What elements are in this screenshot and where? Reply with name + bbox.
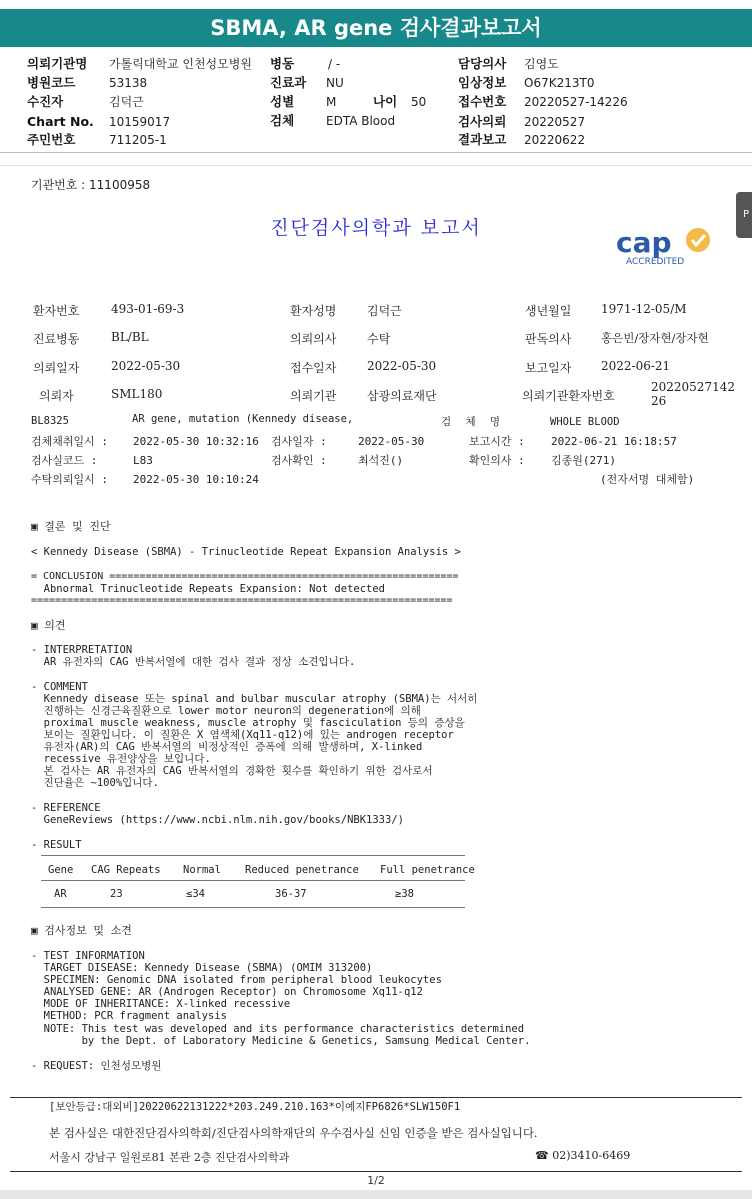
header-label: 결과보고 [458,132,507,147]
horizontal-scrollbar[interactable] [0,1190,752,1199]
patient-value: 2022-06-21 [601,359,671,373]
conclusion-rule: ====================================================================== [31,595,453,606]
info-value: 김종원(271) [551,454,616,467]
table-header: Full penetrance [380,864,475,876]
test-info-line: MODE OF INHERITANCE: X-linked recessive [31,998,291,1010]
table-cell: ≥38 [395,888,414,900]
header-label: 담당의사 [458,56,507,71]
header-value: / - [328,57,341,71]
info-label: 검사일자 : [271,435,327,448]
table-header: Gene [48,864,74,876]
age-label: 나이 [373,94,398,109]
patient-value: 493-01-69-3 [111,302,185,316]
table-cell: 23 [110,888,123,900]
interpretation-text: AR 유전자의 CAG 반복서열에 대한 검사 결과 정상 소견입니다. [31,656,356,668]
lab-address: 서울시 강남구 일원로81 본관 2층 진단검사의학과 [49,1151,290,1164]
info-label: 수탁의뢰일시 : [31,473,109,486]
info-value: 2022-05-30 10:32:16 [133,435,259,448]
specimen-value: WHOLE BLOOD [550,416,620,428]
specimen-label: 검 체 명 [441,416,505,428]
header-value: 김영도 [524,57,559,71]
patient-label: 의뢰기관환자번호 [522,389,615,403]
comment-line: recessive 유전양상을 보입니다. [31,753,211,765]
patient-value: 1971-12-05/M [601,302,687,316]
patient-label: 의뢰의사 [290,332,337,346]
header-label: 성별 [270,94,295,109]
reference-text: GeneReviews (https://www.ncbi.nlm.nih.gov/books/NBK1333/) [31,814,404,826]
header-value: O67K213T0 [524,76,595,90]
header-label: 병원코드 [27,75,76,90]
info-label: 검사확인 : [271,454,327,467]
cap-logo-text: cap [616,226,672,259]
cap-logo-sub: ACCREDITED [626,257,685,267]
conclusion-text: Abnormal Trinucleotide Repeats Expansion: Not detected [31,583,386,595]
patient-value: 2022-05-30 [367,359,437,373]
table-header: CAG Repeats [91,864,161,876]
age-value: 50 [411,95,427,109]
header-label: 검체 [270,113,295,128]
result-title: - RESULT [31,839,82,851]
info-value: 2022-06-21 16:18:57 [551,435,677,448]
header-label: Chart No. [27,114,94,129]
patient-value: 2022-05-30 [111,359,181,373]
table-rule [41,907,465,908]
header-label: 병동 [270,56,295,71]
certification-note: 본 검사실은 대한진단검사의학회/진단검사의학재단의 우수검사실 신임 인증을 받은 검사실입니다. [49,1126,538,1140]
info-label: 검사실코드 : [31,454,98,467]
patient-label: 의뢰일자 [33,361,80,375]
opinion-heading: ▣ 의견 [31,619,66,632]
patient-value: 삼광의료재단 [367,389,437,403]
patient-value: SML180 [111,387,163,401]
comment-line: 유전자(AR)의 CAG 반복서열의 비정상적인 증폭에 의해 발생하며, X-linked [31,741,423,753]
header-value: 20220622 [524,133,586,147]
side-panel-tab[interactable]: P [736,192,752,238]
header-label: 의뢰기관명 [27,56,88,71]
test-info-line: NOTE: This test was developed and its performance characteristics determined [31,1023,525,1035]
security-line: [보안등급:대외비]20220622131222*203.249.210.163*이예지FP6826*SLW150F1 [49,1101,461,1113]
test-info-title: - TEST INFORMATION [31,950,145,962]
info-value: L83 [133,454,153,467]
table-cell: ≤34 [186,888,205,900]
comment-title: - COMMENT [31,681,88,693]
patient-label: 의뢰기관 [290,389,337,403]
conclusion-heading: ▣ 결론 및 진단 [31,520,111,533]
table-header: Reduced penetrance [245,864,359,876]
comment-line: 본 검사는 AR 유전자의 CAG 반복서열의 경확한 횟수를 확인하기 위한 검사로서 [31,765,433,777]
reference-title: - REFERENCE [31,802,101,814]
header-value: EDTA Blood [326,114,396,128]
comment-line: proximal muscle weakness, muscle atrophy 및 fasciculation 등의 증상을 [31,717,465,729]
interpretation-title: - INTERPRETATION [31,644,133,656]
test-info-heading: ▣ 검사정보 및 소견 [31,924,132,937]
patient-label: 접수일자 [290,361,337,375]
patient-label: 판독의사 [525,332,572,346]
table-cell: 36-37 [275,888,307,900]
test-code: BL8325 [31,415,69,427]
table-cell: AR [54,888,67,900]
patient-label: 환자번호 [33,304,80,318]
patient-label: 보고일자 [525,361,572,375]
test-info-line: TARGET DISEASE: Kennedy Disease (SBMA) (OMIM 313200) [31,962,373,974]
patient-value: 수탁 [367,332,391,346]
test-info-line: ANALYSED GENE: AR (Androgen Receptor) on Chromosome Xq11-q12 [31,986,423,998]
info-label: 확인의사 : [469,454,525,467]
header-value: 가톨릭대학교 인천성모병원 [109,57,252,71]
header-label: 접수번호 [458,94,507,109]
lab-phone: ☎ 02)3410-6469 [535,1149,631,1162]
test-info-line: by the Dept. of Laboratory Medicine & Genetics, Samsung Medical Center. [31,1035,531,1047]
patient-label: 환자성명 [290,304,337,318]
header-label: 수진자 [27,94,64,109]
patient-label: 의뢰자 [39,389,74,403]
header-label: 임상정보 [458,75,507,90]
table-header: Normal [183,864,221,876]
table-rule [41,880,465,881]
header-value: 53138 [109,76,148,90]
patient-label: 생년월일 [525,304,572,318]
comment-line: Kennedy disease 또는 spinal and bulbar muscular atrophy (SBMA)는 서서히 [31,693,478,705]
test-name: AR gene, mutation (Kennedy disease, [132,413,354,425]
page-indicator: 1/2 [367,1174,385,1187]
header-value: 711205-1 [109,133,167,147]
patient-value: 2022052714226 [651,380,735,408]
header-divider [0,152,752,153]
patient-label: 진료병동 [33,332,80,346]
report-title: 진단검사의학과 보고서 [270,217,482,239]
header-label: 주민번호 [27,132,76,147]
request-line: - REQUEST: 인천성모병원 [31,1060,162,1072]
header-value: 20220527 [524,115,586,129]
header-divider [0,165,752,166]
test-info-line: METHOD: PCR fragment analysis [31,1010,227,1022]
table-rule [41,855,465,856]
info-label: 검체채취일시 : [31,435,109,448]
institution-number: 기관번호 : 11100958 [31,178,151,192]
info-value: 최석진() [358,454,404,467]
header-value: M [326,95,337,109]
header-value: NU [326,76,344,90]
comment-line: 진행하는 신경근육질환으로 lower motor neuron의 degeneration에 의해 [31,705,421,717]
patient-value: 김덕근 [367,304,402,318]
header-value: 김덕근 [109,95,144,109]
cap-logo-icon [614,222,718,268]
header-value: 10159017 [109,115,171,129]
info-label: 보고시간 : [469,435,525,448]
info-value: 2022-05-30 [358,435,425,448]
patient-value: BL/BL [111,330,149,344]
analysis-title: < Kennedy Disease (SBMA) - Trinucleotide Repeat Expansion Analysis > [31,546,461,558]
conclusion-line: = CONCLUSION ========================================================== [31,571,459,582]
comment-line: 진단율은 ~100%입니다. [31,777,159,789]
comment-line: 보이는 질환입니다. 이 질환은 X 염색체(Xq11-q12)에 있는 androgen receptor [31,729,454,741]
e-signature-note: (전자서명 대체함) [600,473,695,486]
report-window-title: SBMA, AR gene 검사결과보고서 [0,9,752,47]
header-value: 20220527-14226 [524,95,628,109]
test-info-line: SPECIMEN: Genomic DNA isolated from peripheral blood leukocytes [31,974,442,986]
patient-value: 홍은빈/장자현/장자현 [601,331,709,345]
header-label: 검사의뢰 [458,114,507,129]
cap-accredited-logo [614,222,718,268]
header-label: 진료과 [270,75,307,90]
info-value: 2022-05-30 10:10:24 [133,473,259,486]
